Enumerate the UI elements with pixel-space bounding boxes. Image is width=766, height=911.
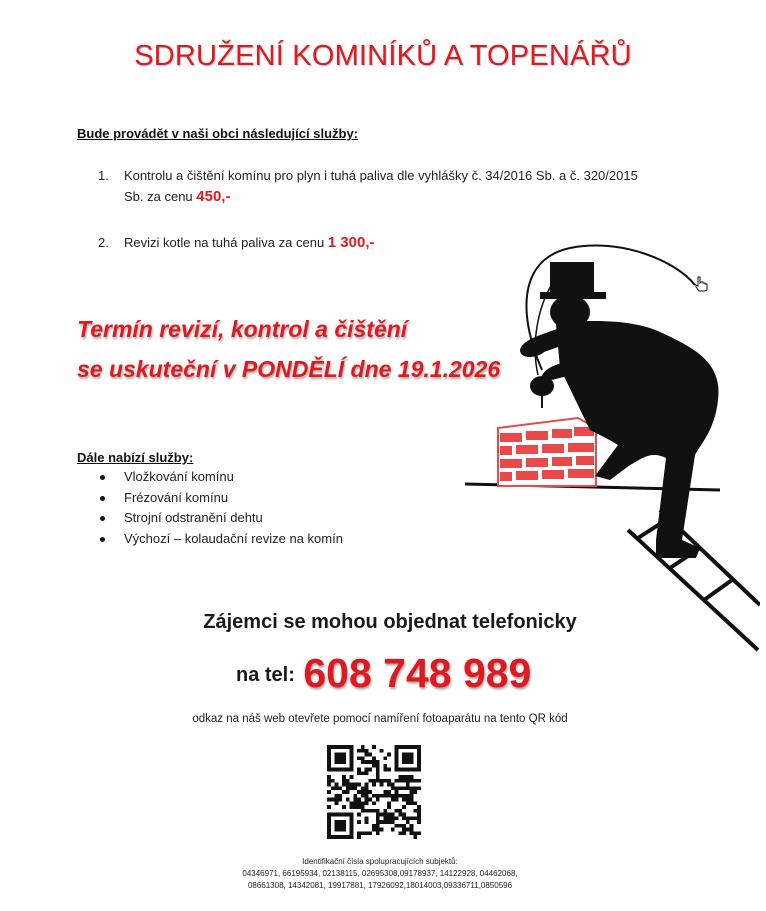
services-heading: Bude provádět v naši obci následující služby: <box>77 126 359 141</box>
service-text: Revizi kotle na tuhá paliva za cenu <box>124 235 328 250</box>
chimney-bricks <box>498 418 596 486</box>
footer-ids-line-1: 04346971, 66195934, 02138115, 02695308,09178937, 14122928, 04462068, <box>242 869 518 878</box>
qr-code[interactable] <box>327 745 421 839</box>
chimney-sweep-illustration <box>460 240 760 660</box>
footer-title: Identifikační čísla spolupracujících subjektů: <box>302 857 458 866</box>
service-price: 1 300,- <box>327 234 375 251</box>
hand-pointer-icon <box>694 276 708 292</box>
list-item: Výchozí – kolaudační revize na komín <box>98 529 343 550</box>
service-text: Kontrolu a čištění komínu pro plyn i tuhá paliva dle vyhlášky č. 34/2016 Sb. a č. 320/2015 Sb. za cenu <box>124 168 638 204</box>
phone-prefix: na tel: <box>236 664 295 686</box>
service-item-1 <box>98 165 658 207</box>
page-title: SDRUŽENÍ KOMINÍKŮ A TOPENÁŘŮ <box>134 40 632 72</box>
phone-number[interactable]: 608 748 989 <box>303 650 532 696</box>
service-number: 2. <box>98 235 109 250</box>
footer-ids-line-2: 08661308, 14342081, 19917881, 17926092,18014003,09336711,0850596 <box>247 881 513 890</box>
list-item: Frézování komínu <box>98 488 343 509</box>
service-price: 450,- <box>196 188 231 205</box>
contact-text: Zájemci se mohou objednat telefonicky <box>203 611 577 633</box>
extra-services-heading: Dále nabízí služby: <box>77 450 194 465</box>
qr-note: odkaz na náš web otevřete pomocí namíření fotoaparátu na tento QR kód <box>192 713 568 725</box>
termin-line-2: se uskuteční v PONDĚLÍ dne 19.1.2026 <box>77 356 501 382</box>
list-item: Strojní odstranění dehtu <box>98 508 343 529</box>
list-item: Vložkování komínu <box>98 467 343 488</box>
phone-line <box>236 650 531 697</box>
service-number: 1. <box>98 168 109 183</box>
termin-line-1: Termín revizí, kontrol a čištění <box>77 316 408 342</box>
extra-services-list <box>98 467 343 549</box>
